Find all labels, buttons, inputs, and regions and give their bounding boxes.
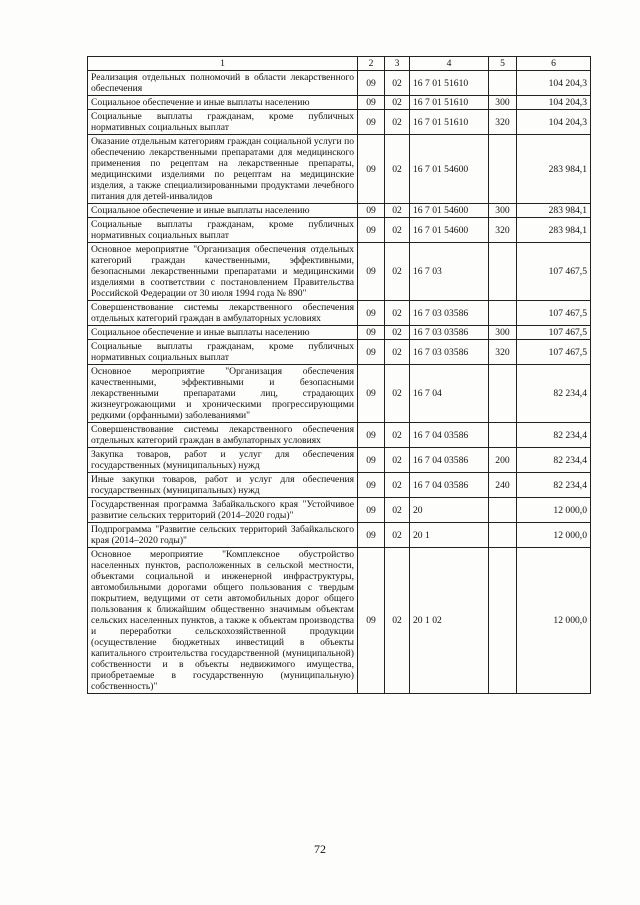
row-section-cell: 09 [358,523,385,548]
row-name-cell: Совершенствование системы лекарственного обеспечения отдельных категорий граждан в амбулаторных условиях [88,301,358,326]
table-row [88,473,591,498]
row-subsection-cell: 02 [385,523,410,548]
row-section-cell: 09 [358,423,385,448]
row-amount-cell: 107 467,5 [517,301,591,326]
row-subsection-cell: 02 [385,423,410,448]
row-name-cell: Социальные выплаты гражданам, кроме публичных нормативных социальных выплат [88,340,358,365]
row-subsection-cell: 02 [385,473,410,498]
row-amount-cell: 82 234,4 [517,423,591,448]
row-section-cell: 09 [358,204,385,218]
row-expense-type-cell [489,71,517,96]
row-amount-cell: 12 000,0 [517,498,591,523]
row-section-cell: 09 [358,365,385,423]
row-subsection-cell: 02 [385,301,410,326]
row-name-cell: Иные закупки товаров, работ и услуг для обеспечения государственных (муниципальных) нужд [88,473,358,498]
row-amount-cell: 107 467,5 [517,326,591,340]
table-row [88,110,591,135]
table-row [88,326,591,340]
row-section-cell: 09 [358,548,385,694]
row-amount-cell: 104 204,3 [517,71,591,96]
row-expense-type-cell: 300 [489,96,517,110]
row-amount-cell: 82 234,4 [517,473,591,498]
row-section-cell: 09 [358,340,385,365]
row-section-cell: 09 [358,218,385,243]
row-section-cell: 09 [358,135,385,204]
row-target-article-cell: 16 7 03 03586 [410,301,489,326]
table-row [88,218,591,243]
table-row [88,548,591,694]
row-section-cell: 09 [358,71,385,96]
row-section-cell: 09 [358,326,385,340]
row-target-article-cell: 20 1 [410,523,489,548]
row-section-cell: 09 [358,243,385,301]
row-target-article-cell: 16 7 04 03586 [410,448,489,473]
row-target-article-cell: 16 7 01 54600 [410,218,489,243]
row-name-cell: Совершенствование системы лекарственного обеспечения отдельных категорий граждан в амбулаторных условиях [88,423,358,448]
row-expense-type-cell: 320 [489,218,517,243]
row-subsection-cell: 02 [385,340,410,365]
row-subsection-cell: 02 [385,498,410,523]
table-row [88,204,591,218]
row-name-cell: Оказание отдельным категориям граждан социальной услуги по обеспечению лекарственными препаратами для медицинского применения по рецептам на лекарственные препараты, медицинскими изделиями по рецептам на медицинские изделия, а также специализированными продуктами лечебного питания для детей-инвалидов [88,135,358,204]
row-section-cell: 09 [358,96,385,110]
row-expense-type-cell: 200 [489,448,517,473]
table-header-row [88,57,591,71]
table-row [88,498,591,523]
row-section-cell: 09 [358,473,385,498]
row-expense-type-cell [489,523,517,548]
row-target-article-cell: 16 7 03 03586 [410,326,489,340]
row-expense-type-cell [489,423,517,448]
row-section-cell: 09 [358,498,385,523]
row-name-cell: Социальное обеспечение и иные выплаты населению [88,204,358,218]
row-amount-cell: 104 204,3 [517,96,591,110]
row-subsection-cell: 02 [385,218,410,243]
row-target-article-cell: 16 7 01 51610 [410,71,489,96]
row-expense-type-cell [489,365,517,423]
table-row [88,523,591,548]
col-header-section: 2 [358,57,385,71]
col-header-amount: 6 [517,57,591,71]
table-row [88,365,591,423]
row-name-cell: Социальное обеспечение и иные выплаты населению [88,96,358,110]
row-target-article-cell: 16 7 01 51610 [410,110,489,135]
row-subsection-cell: 02 [385,110,410,135]
row-amount-cell: 82 234,4 [517,448,591,473]
table-row [88,340,591,365]
row-subsection-cell: 02 [385,71,410,96]
col-header-subsection: 3 [385,57,410,71]
row-amount-cell: 283 984,1 [517,204,591,218]
row-name-cell: Социальное обеспечение и иные выплаты населению [88,326,358,340]
row-subsection-cell: 02 [385,135,410,204]
row-expense-type-cell: 300 [489,204,517,218]
budget-table [87,56,591,694]
row-name-cell: Подпрограмма "Развитие сельских территорий Забайкальского края (2014–2020 годы)" [88,523,358,548]
row-name-cell: Основное мероприятие "Комплексное обустройство населенных пунктов, расположенных в сельской местности, объектами социальной и инженерной инфраструктуры, автомобильными дорогами общего пользования с твердым покрытием, ведущими от сети автомобильных дорог общего пользования к ближайшим общественно значимым объектам сельских населенных пунктов, а также к объектам производства и переработки сельскохозяйственной продукции (осуществление бюджетных инвестиций в объекты капитального строительства государственной (муниципальной) собственности и в объекты недвижимого имущества, приобретаемые в государственную (муниципальную) собственность)" [88,548,358,694]
row-name-cell: Социальные выплаты гражданам, кроме публичных нормативных социальных выплат [88,218,358,243]
table-row [88,243,591,301]
row-subsection-cell: 02 [385,326,410,340]
row-target-article-cell: 16 7 01 51610 [410,96,489,110]
row-target-article-cell: 16 7 04 03586 [410,423,489,448]
table-row [88,448,591,473]
row-name-cell: Основное мероприятие "Организация обеспечения отдельных категорий граждан качественными, эффективными, безопасными лекарственными препаратами и медицинскими изделиями в соответствии с постановлением Правительства Российской Федерации от 30 июля 1994 года № 890" [88,243,358,301]
row-expense-type-cell [489,498,517,523]
row-amount-cell: 12 000,0 [517,548,591,694]
row-target-article-cell: 16 7 04 [410,365,489,423]
row-amount-cell: 82 234,4 [517,365,591,423]
table-row [88,96,591,110]
row-amount-cell: 283 984,1 [517,218,591,243]
table-row [88,423,591,448]
row-amount-cell: 104 204,3 [517,110,591,135]
table-row [88,71,591,96]
row-amount-cell: 283 984,1 [517,135,591,204]
row-subsection-cell: 02 [385,243,410,301]
row-amount-cell: 107 467,5 [517,243,591,301]
row-amount-cell: 12 000,0 [517,523,591,548]
row-name-cell: Государственная программа Забайкальского края "Устойчивое развитие сельских территорий (2014–2020 годы)" [88,498,358,523]
row-subsection-cell: 02 [385,204,410,218]
row-target-article-cell: 20 1 02 [410,548,489,694]
row-subsection-cell: 02 [385,365,410,423]
row-expense-type-cell [489,135,517,204]
row-expense-type-cell [489,548,517,694]
row-expense-type-cell: 320 [489,110,517,135]
row-name-cell: Социальные выплаты гражданам, кроме публичных нормативных социальных выплат [88,110,358,135]
row-subsection-cell: 02 [385,448,410,473]
row-section-cell: 09 [358,110,385,135]
table-row [88,135,591,204]
row-expense-type-cell: 320 [489,340,517,365]
row-subsection-cell: 02 [385,96,410,110]
table-row [88,301,591,326]
page-number: 72 [314,842,326,856]
row-section-cell: 09 [358,301,385,326]
row-target-article-cell: 16 7 03 [410,243,489,301]
table-body [88,71,591,694]
row-target-article-cell: 16 7 03 03586 [410,340,489,365]
row-amount-cell: 107 467,5 [517,340,591,365]
row-name-cell: Основное мероприятие "Организация обеспечения качественными, эффективными и безопасными лекарственными препаратами лиц, страдающих жизнеугрожающими и хроническими прогрессирующими редкими (орфанными) заболеваниями" [88,365,358,423]
row-target-article-cell: 16 7 01 54600 [410,204,489,218]
col-header-target-article: 4 [410,57,489,71]
row-name-cell: Реализация отдельных полномочий в области лекарственного обеспечения [88,71,358,96]
row-subsection-cell: 02 [385,548,410,694]
row-target-article-cell: 16 7 01 54600 [410,135,489,204]
row-target-article-cell: 16 7 04 03586 [410,473,489,498]
row-expense-type-cell: 300 [489,326,517,340]
row-target-article-cell: 20 [410,498,489,523]
row-section-cell: 09 [358,448,385,473]
row-name-cell: Закупка товаров, работ и услуг для обеспечения государственных (муниципальных) нужд [88,448,358,473]
row-expense-type-cell [489,243,517,301]
row-expense-type-cell: 240 [489,473,517,498]
col-header-name: 1 [88,57,358,71]
col-header-expense-type: 5 [489,57,517,71]
row-expense-type-cell [489,301,517,326]
